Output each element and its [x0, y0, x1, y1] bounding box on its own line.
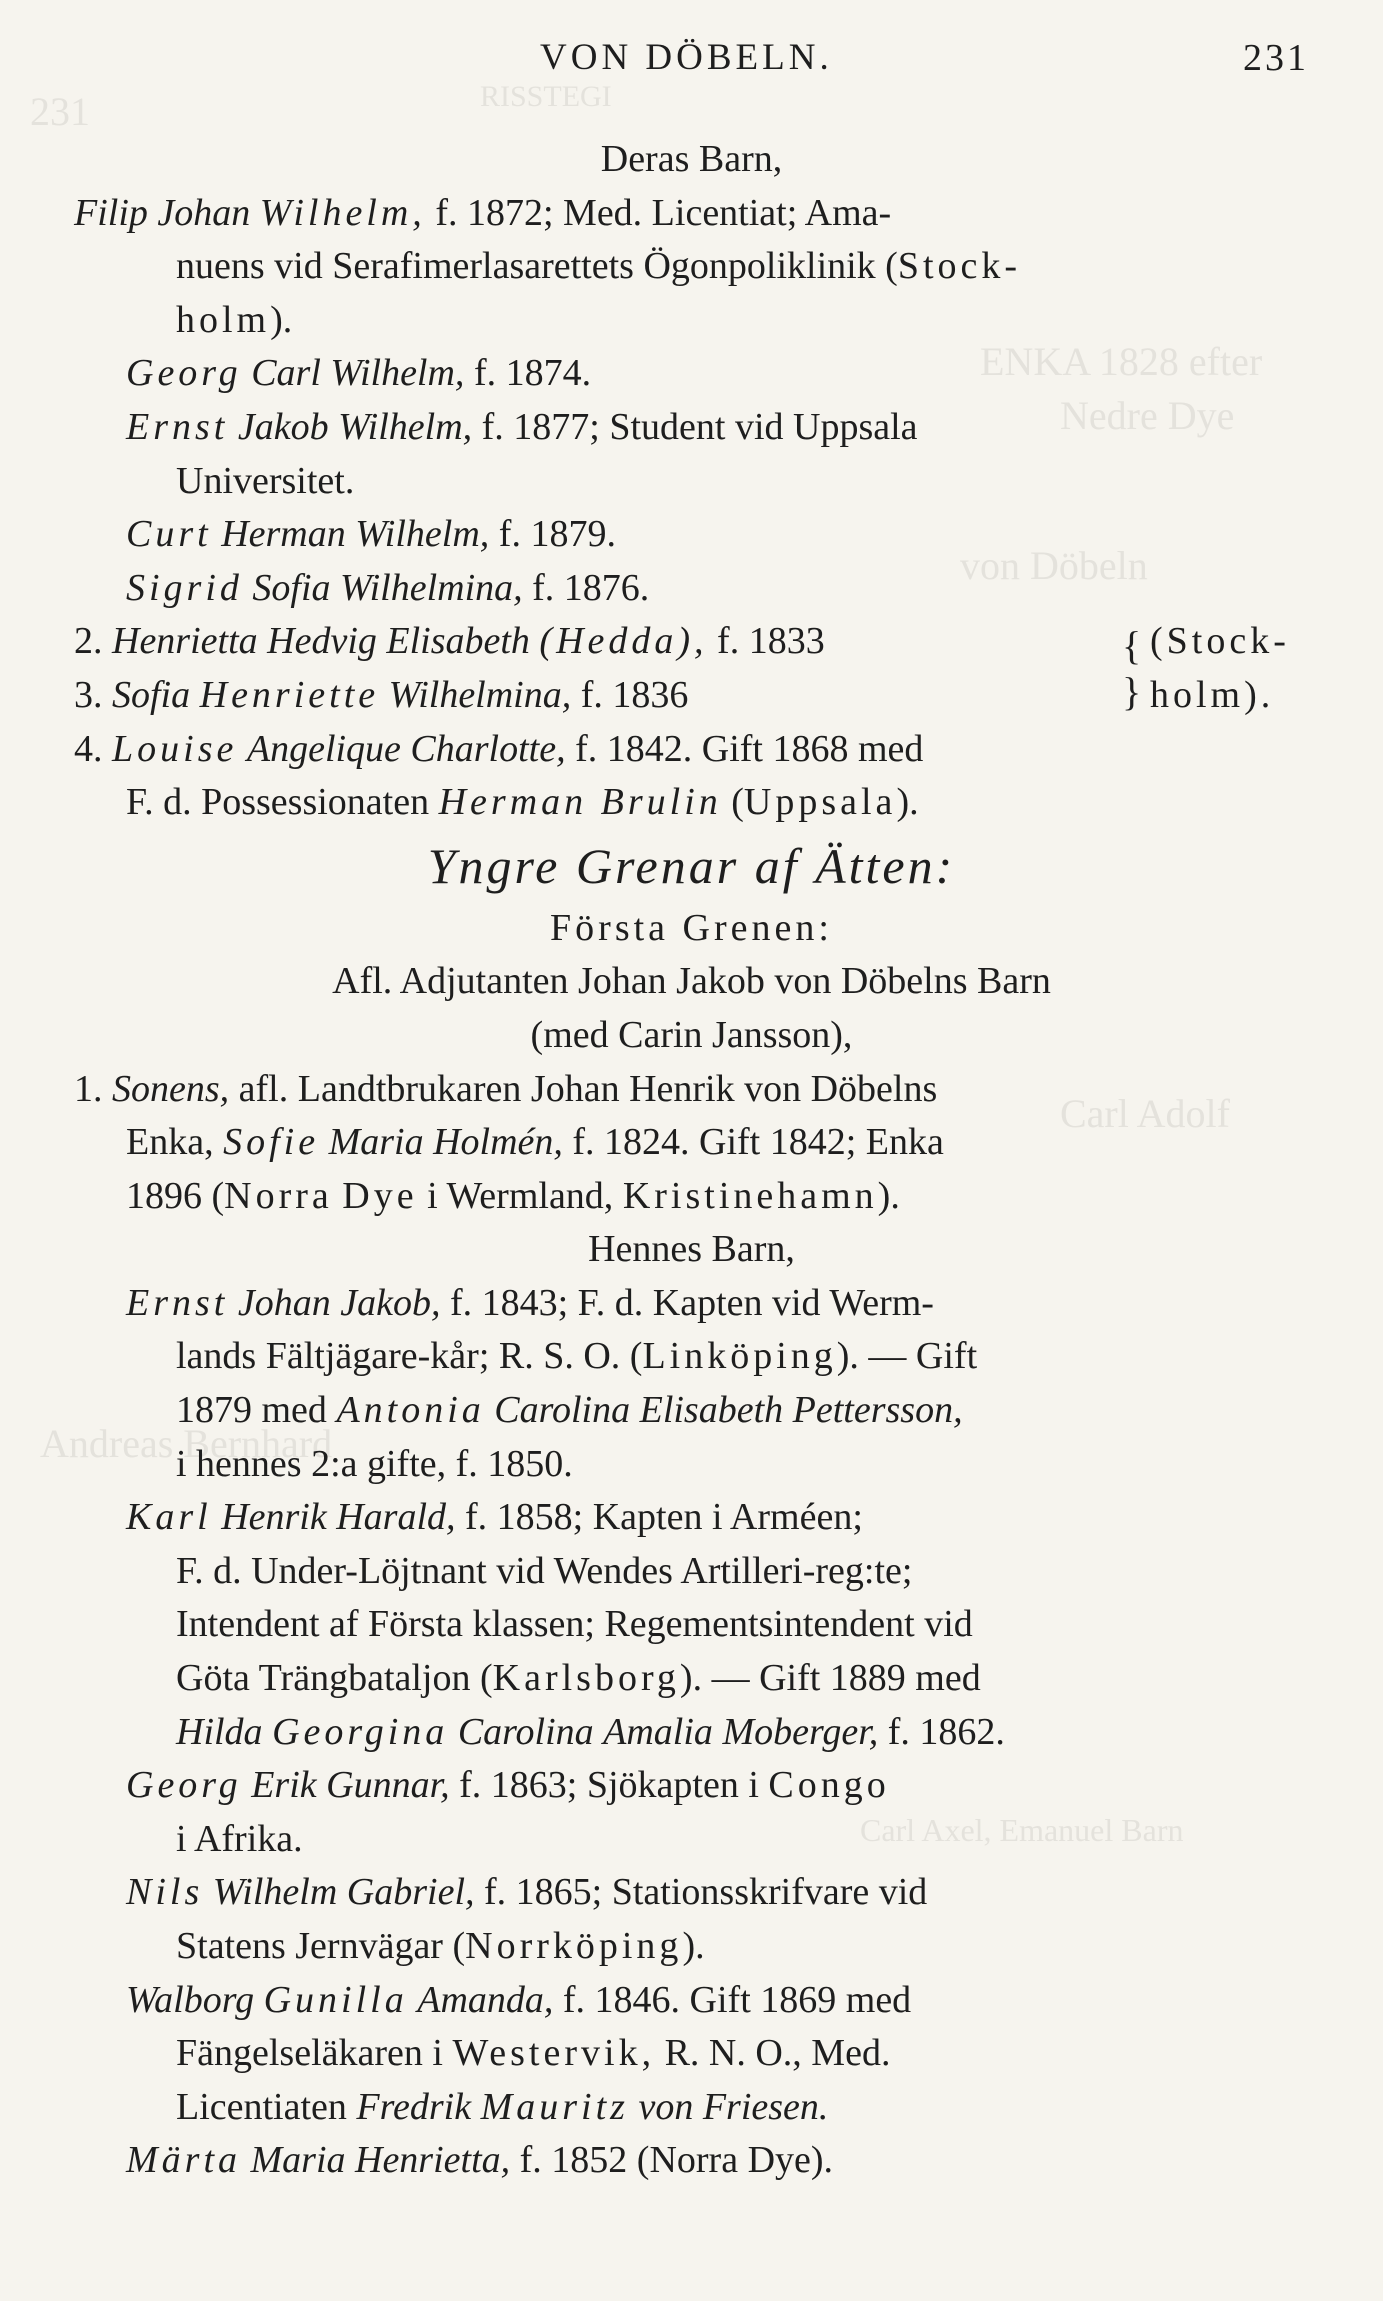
bleed-text: ENKA 1828 efter	[980, 339, 1263, 384]
brace-symbol: }	[1122, 668, 1142, 714]
entry-line: Georg Erik Gunnar, f. 1863; Sjökapten i Congo	[126, 1764, 890, 1807]
bleed-text: Carl Adolf	[1060, 1091, 1230, 1136]
entry-line: Filip Johan Wilhelm, f. 1872; Med. Licentiat; Ama-	[74, 191, 892, 234]
entry-line: Statens Jernvägar (Norrköping).	[176, 1925, 705, 1967]
page-body	[0, 133, 1383, 2188]
entry-line: Karl Henrik Harald, f. 1858; Kapten i Arméen;	[126, 1496, 863, 1539]
bleed-text: Andreas Bernhard	[40, 1421, 333, 1466]
entry-line: Göta Trängbataljon (Karlsborg). — Gift 1889 med	[176, 1657, 981, 1700]
bleed-text: 231	[30, 89, 90, 134]
entry-line: Intendent af Första klassen; Regementsintendent vid	[176, 1603, 973, 1646]
entry-line: Fängelseläkaren i Westervik, R. N. O., Med.	[176, 2032, 891, 2075]
entry-line: Sigrid Sofia Wilhelmina, f. 1876.	[126, 566, 650, 609]
entry-line: Ernst Jakob Wilhelm, f. 1877; Student vid Uppsala	[126, 405, 918, 448]
entry-line: Märta Maria Henrietta, f. 1852 (Norra Dye).	[126, 2139, 834, 2182]
entry-line: 2. Henrietta Hedvig Elisabeth (Hedda), f. 1833 { (Stock-	[0, 615, 1383, 669]
section-heading-children: Deras Barn,	[600, 138, 783, 180]
brace-symbol: {	[1122, 623, 1142, 669]
running-title: VON DÖBELN.	[540, 37, 833, 78]
entry-line: Universitet.	[176, 459, 355, 502]
entry-line: lands Fältjägare-kår; R. S. O. (Linköping). — Gift	[176, 1335, 978, 1378]
section-title: Yngre Grenar af Ätten:	[427, 837, 956, 894]
entry-line: 1879 med Antonia Carolina Elisabeth Pettersson,	[176, 1389, 963, 1432]
entry-line: i hennes 2:a gifte, f. 1850.	[176, 1442, 573, 1485]
entry-line: Licentiaten Fredrik Mauritz von Friesen.	[176, 2085, 829, 2128]
entry-line: F. d. Under-Löjtnant vid Wendes Artilleri-reg:te;	[176, 1549, 913, 1592]
bleed-text: Carl Axel, Emanuel Barn	[860, 1812, 1184, 1848]
entry-line: nuens vid Serafimerlasarettets Ögonpoliklinik (Stock-	[176, 245, 1022, 288]
bleed-text: Nedre Dye	[1060, 393, 1235, 438]
page-number: 231	[1243, 37, 1309, 79]
entry-line: 1. Sonens, afl. Landtbrukaren Johan Henrik von Döbelns	[74, 1067, 938, 1110]
entry-line: i Afrika.	[176, 1817, 303, 1860]
entry-line: F. d. Possessionaten Herman Brulin (Uppsala).	[126, 781, 919, 824]
bleed-text: RISSTEGI	[480, 80, 612, 113]
entry-line: Walborg Gunilla Amanda, f. 1846. Gift 1869 med	[126, 1978, 912, 2021]
bleed-text: von Döbeln	[960, 543, 1148, 588]
entry-line: 3. Sofia Henriette Wilhelmina, f. 1836 } holm).	[0, 669, 1383, 723]
text-line: Afl. Adjutanten Johan Jakob von Döbelns Barn	[332, 960, 1051, 1003]
entry-line: Nils Wilhelm Gabriel, f. 1865; Stationsskrifvare vid	[126, 1871, 928, 1914]
running-header	[0, 36, 1383, 86]
entry-line: Ernst Johan Jakob, f. 1843; F. d. Kapten vid Werm-	[126, 1281, 934, 1324]
entry-line: 4. Louise Angelique Charlotte, f. 1842. Gift 1868 med	[74, 727, 924, 770]
subsection-title: Första Grenen:	[550, 906, 833, 949]
text-line: Hennes Barn,	[588, 1228, 795, 1271]
entry-line: Hilda Georgina Carolina Amalia Moberger, f. 1862.	[176, 1710, 1005, 1753]
entry-line: holm).	[176, 298, 293, 341]
text-line: (med Carin Jansson),	[530, 1013, 853, 1056]
entry-line: Georg Carl Wilhelm, f. 1874.	[126, 352, 592, 395]
entry-line: 1896 (Norra Dye i Wermland, Kristinehamn).	[126, 1174, 900, 1217]
entry-line: Curt Herman Wilhelm, f. 1879.	[126, 513, 616, 556]
entry-line: Enka, Sofie Maria Holmén, f. 1824. Gift 1842; Enka	[126, 1121, 944, 1164]
